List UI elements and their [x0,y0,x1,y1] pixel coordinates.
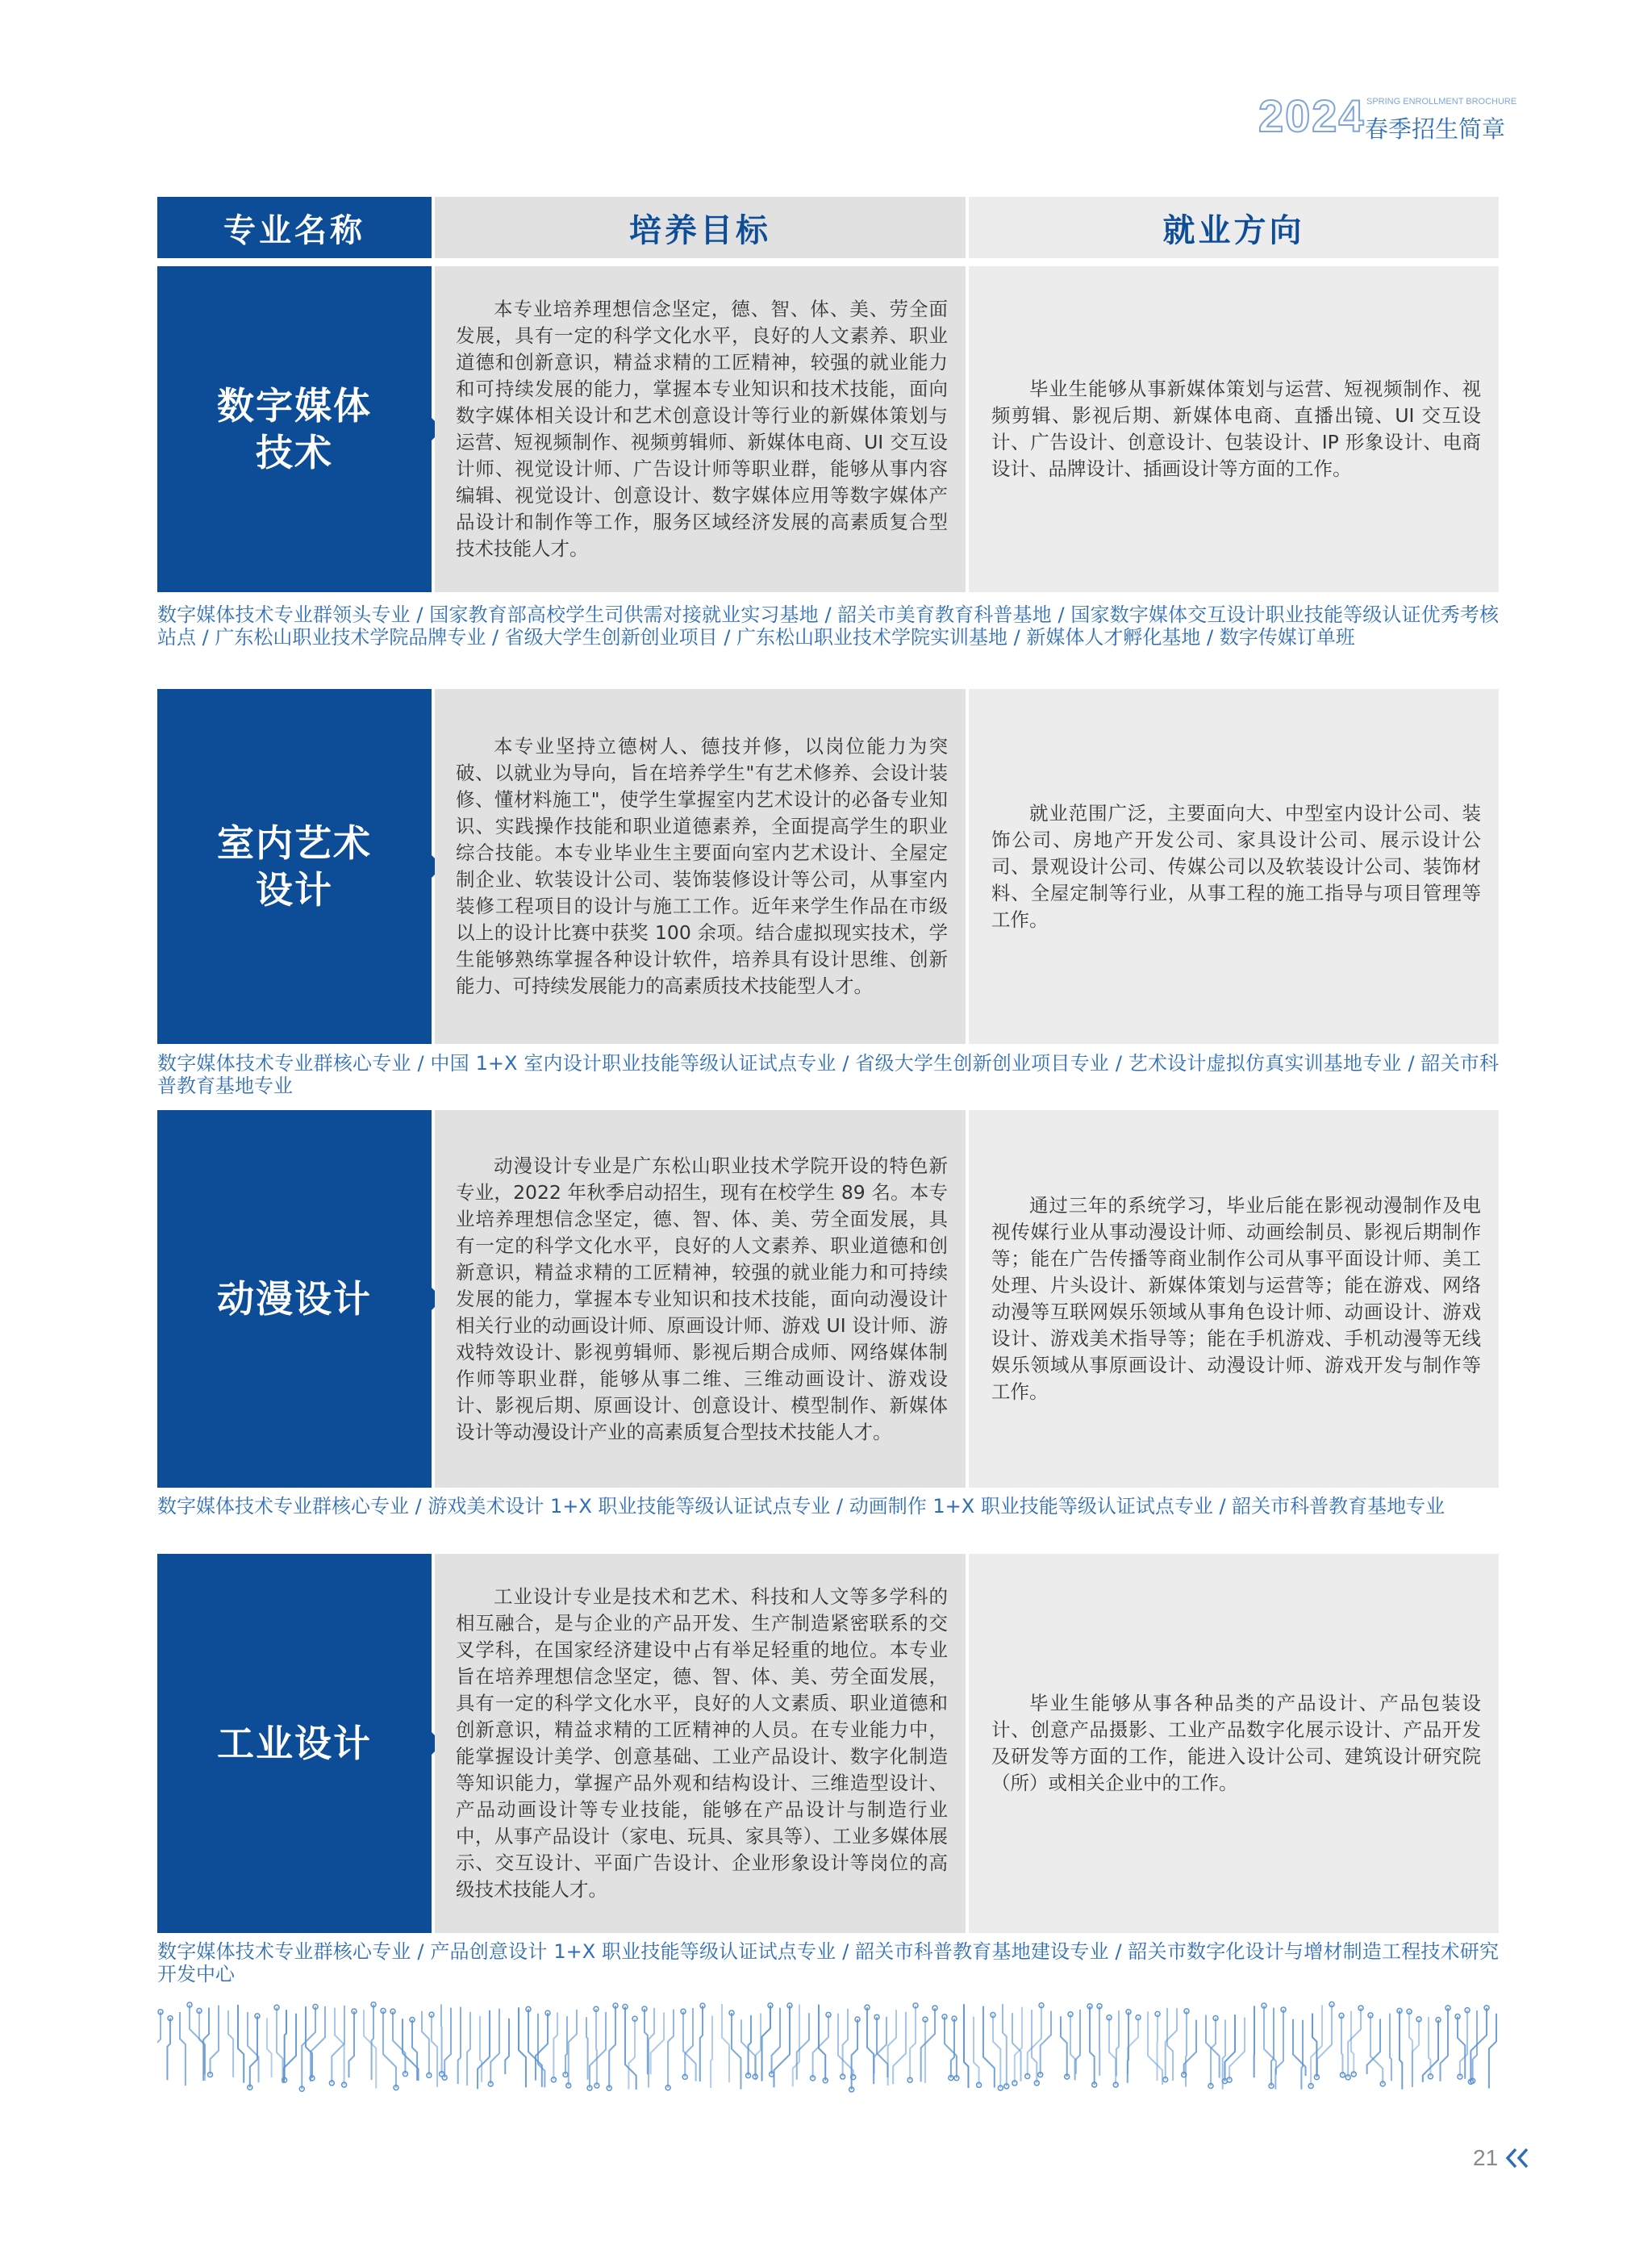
major-name-cell [157,1554,432,1933]
major-name-cell [157,689,432,1044]
circuit-pattern-decoration [157,1999,1499,2094]
goal-text: 动漫设计专业是广东松山职业技术学院开设的特色新专业，2022 年秋季启动招生，现有在校学生 89 名。本专业培养理想信念坚定，德、智、体、美、劳全面发展，具有一定的科学文化水平，良好的人文素养、职业道德和创新意识，精益求精的工匠精神，较强的就业能力和可持续发展的能力，掌握本专业知识和技术技能，面向动漫设计相关行业的动画设计师、原画设计师、游戏 UI 设计师、游戏特效设计、影视剪辑师、影视后期合成师、网络媒体制作师等职业群，能够从事二维、三维动画设计、游戏设计、影视后期、原画设计、创意设计、模型制作、新媒体设计等动漫设计产业的高素质复合型技术技能人才。 [456,1154,948,1443]
brochure-brand [1258,90,1517,143]
column-header-job: 就业方向 [969,197,1499,258]
job-cell [969,266,1499,592]
column-header-name: 专业名称 [157,197,432,258]
job-text: 就业范围广泛，主要面向大、中型室内设计公司、装饰公司、房地产开发公司、家具设计公司、展示设计公司、景观设计公司、传媒公司以及软装设计公司、装饰材料、全屋定制等行业，从事工程的施工指导与项目管理等工作。 [991,801,1481,931]
job-text: 毕业生能够从事各种品类的产品设计、产品包装设计、创意产品摄影、工业产品数字化展示设计、产品开发及研发等方面的工作，能进入设计公司、建筑设计研究院（所）或相关企业中的工作。 [991,1692,1481,1794]
brochure-year: 2024 [1258,90,1366,141]
major-name: 工业设计 [217,1722,372,1765]
job-text: 通过三年的系统学习，毕业后能在影视动漫制作及电视传媒行业从事动漫设计师、动画绘制员、影视后期制作等；能在广告传播等商业制作公司从事平面设计师、美工处理、片头设计、新媒体策划与运营等；能在游戏、网络动漫等互联网娱乐领域从事角色设计师、动画设计、游戏设计、游戏美术指导等；能在手机游戏、手机动漫等无线娱乐领域从事原画设计、动漫设计师、游戏开发与制作等工作。 [991,1194,1481,1403]
goal-text: 工业设计专业是技术和艺术、科技和人文等多学科的相互融合，是与企业的产品开发、生产制造紧密联系的交叉学科，在国家经济建设中占有举足轻重的地位。本专业旨在培养理想信念坚定，德、智、体、美、劳全面发展，具有一定的科学文化水平，良好的人文素质、职业道德和创新意识，精益求精的工匠精神的人员。在专业能力中，能掌握设计美学、创意基础、工业产品设计、数字化制造等知识能力，掌握产品外观和结构设计、三维造型设计、产品动画设计等专业技能，能够在产品设计与制造行业中，从事产品设计（家电、玩具、家具等）、工业多媒体展示、交互设计、平面广告设计、企业形象设计等岗位的高级技术技能人才。 [456,1585,948,1901]
goal-text: 本专业培养理想信念坚定，德、智、体、美、劳全面发展，具有一定的科学文化水平，良好的人文素养、职业道德和创新意识，精益求精的工匠精神，较强的就业能力和可持续发展的能力，掌握本专业知识和技术技能，面向数字媒体相关设计和艺术创意设计等行业的新媒体策划与运营、短视频制作、视频剪辑师、新媒体电商、UI 交互设计师、视觉设计师、广告设计师等职业群，能够从事内容编辑、视觉设计、创意设计、数字媒体应用等数字媒体产品设计和制作等工作，服务区域经济发展的高素质复合型技术技能人才。 [456,298,948,560]
major-name-cell [157,266,432,592]
major-tags: 数字媒体技术专业群领头专业 / 国家教育部高校学生司供需对接就业实习基地 / 韶关市美育教育科普基地 / 国家数字媒体交互设计职业技能等级认证优秀考核站点 / 广东松山职业技术学院品牌专业 / 省级大学生创新创业项目 / 广东松山职业技术学院实训基地 / 新媒体人才孵化基地 / 数字传媒订单班 [157,603,1499,649]
major-name-cell [157,1110,432,1488]
major-name: 室内艺术设计 [217,821,372,912]
goal-text: 本专业坚持立德树人、德技并修，以岗位能力为突破、以就业为导向，旨在培养学生"有艺术修养、会设计装修、懂材料施工"，使学生掌握室内艺术设计的必备专业知识、实践操作技能和职业道德素养，全面提高学生的职业综合技能。本专业毕业生主要面向室内艺术设计、全屋定制企业、软装设计公司、装饰装修设计等公司，从事室内装修工程项目的设计与施工工作。近年来学生作品在市级以上的设计比赛中获奖 100 余项。结合虚拟现实技术，学生能够熟练掌握各种设计软件，培养具有设计思维、创新能力、可持续发展能力的高素质技术技能型人才。 [456,735,948,997]
job-cell [969,1554,1499,1933]
column-header-goal: 培养目标 [435,197,966,258]
goal-cell [435,266,966,592]
major-tags: 数字媒体技术专业群核心专业 / 游戏美术设计 1+X 职业技能等级认证试点专业 / 动画制作 1+X 职业技能等级认证试点专业 / 韶关市科普教育基地专业 [157,1495,1446,1518]
page-number: 21 [1473,2145,1499,2170]
job-text: 毕业生能够从事新媒体策划与运营、短视频制作、视频剪辑、影视后期、新媒体电商、直播出镜、UI 交互设计、广告设计、创意设计、包装设计、IP 形象设计、电商设计、品牌设计、插画设计等方面的工作。 [991,378,1481,480]
goal-cell [435,1110,966,1488]
job-cell [969,689,1499,1044]
major-tags: 数字媒体技术专业群核心专业 / 中国 1+X 室内设计职业技能等级认证试点专业 / 省级大学生创新创业项目专业 / 艺术设计虚拟仿真实训基地专业 / 韶关市科普教育基地专业 [157,1052,1499,1097]
job-cell [969,1110,1499,1488]
goal-cell [435,1554,966,1933]
goal-cell [435,689,966,1044]
major-tags: 数字媒体技术专业群核心专业 / 产品创意设计 1+X 职业技能等级认证试点专业 / 韶关市科普教育基地建设专业 / 韶关市数字化设计与增材制造工程技术研究开发中心 [157,1940,1499,1985]
major-name: 数字媒体技术 [217,384,372,474]
double-chevron-left-icon [1504,2147,1532,2169]
brochure-subtitle-cn: 春季招生简章 [1365,115,1506,143]
brochure-subtitle-en: SPRING ENROLLMENT BROCHURE [1366,97,1517,106]
major-name: 动漫设计 [217,1277,372,1321]
